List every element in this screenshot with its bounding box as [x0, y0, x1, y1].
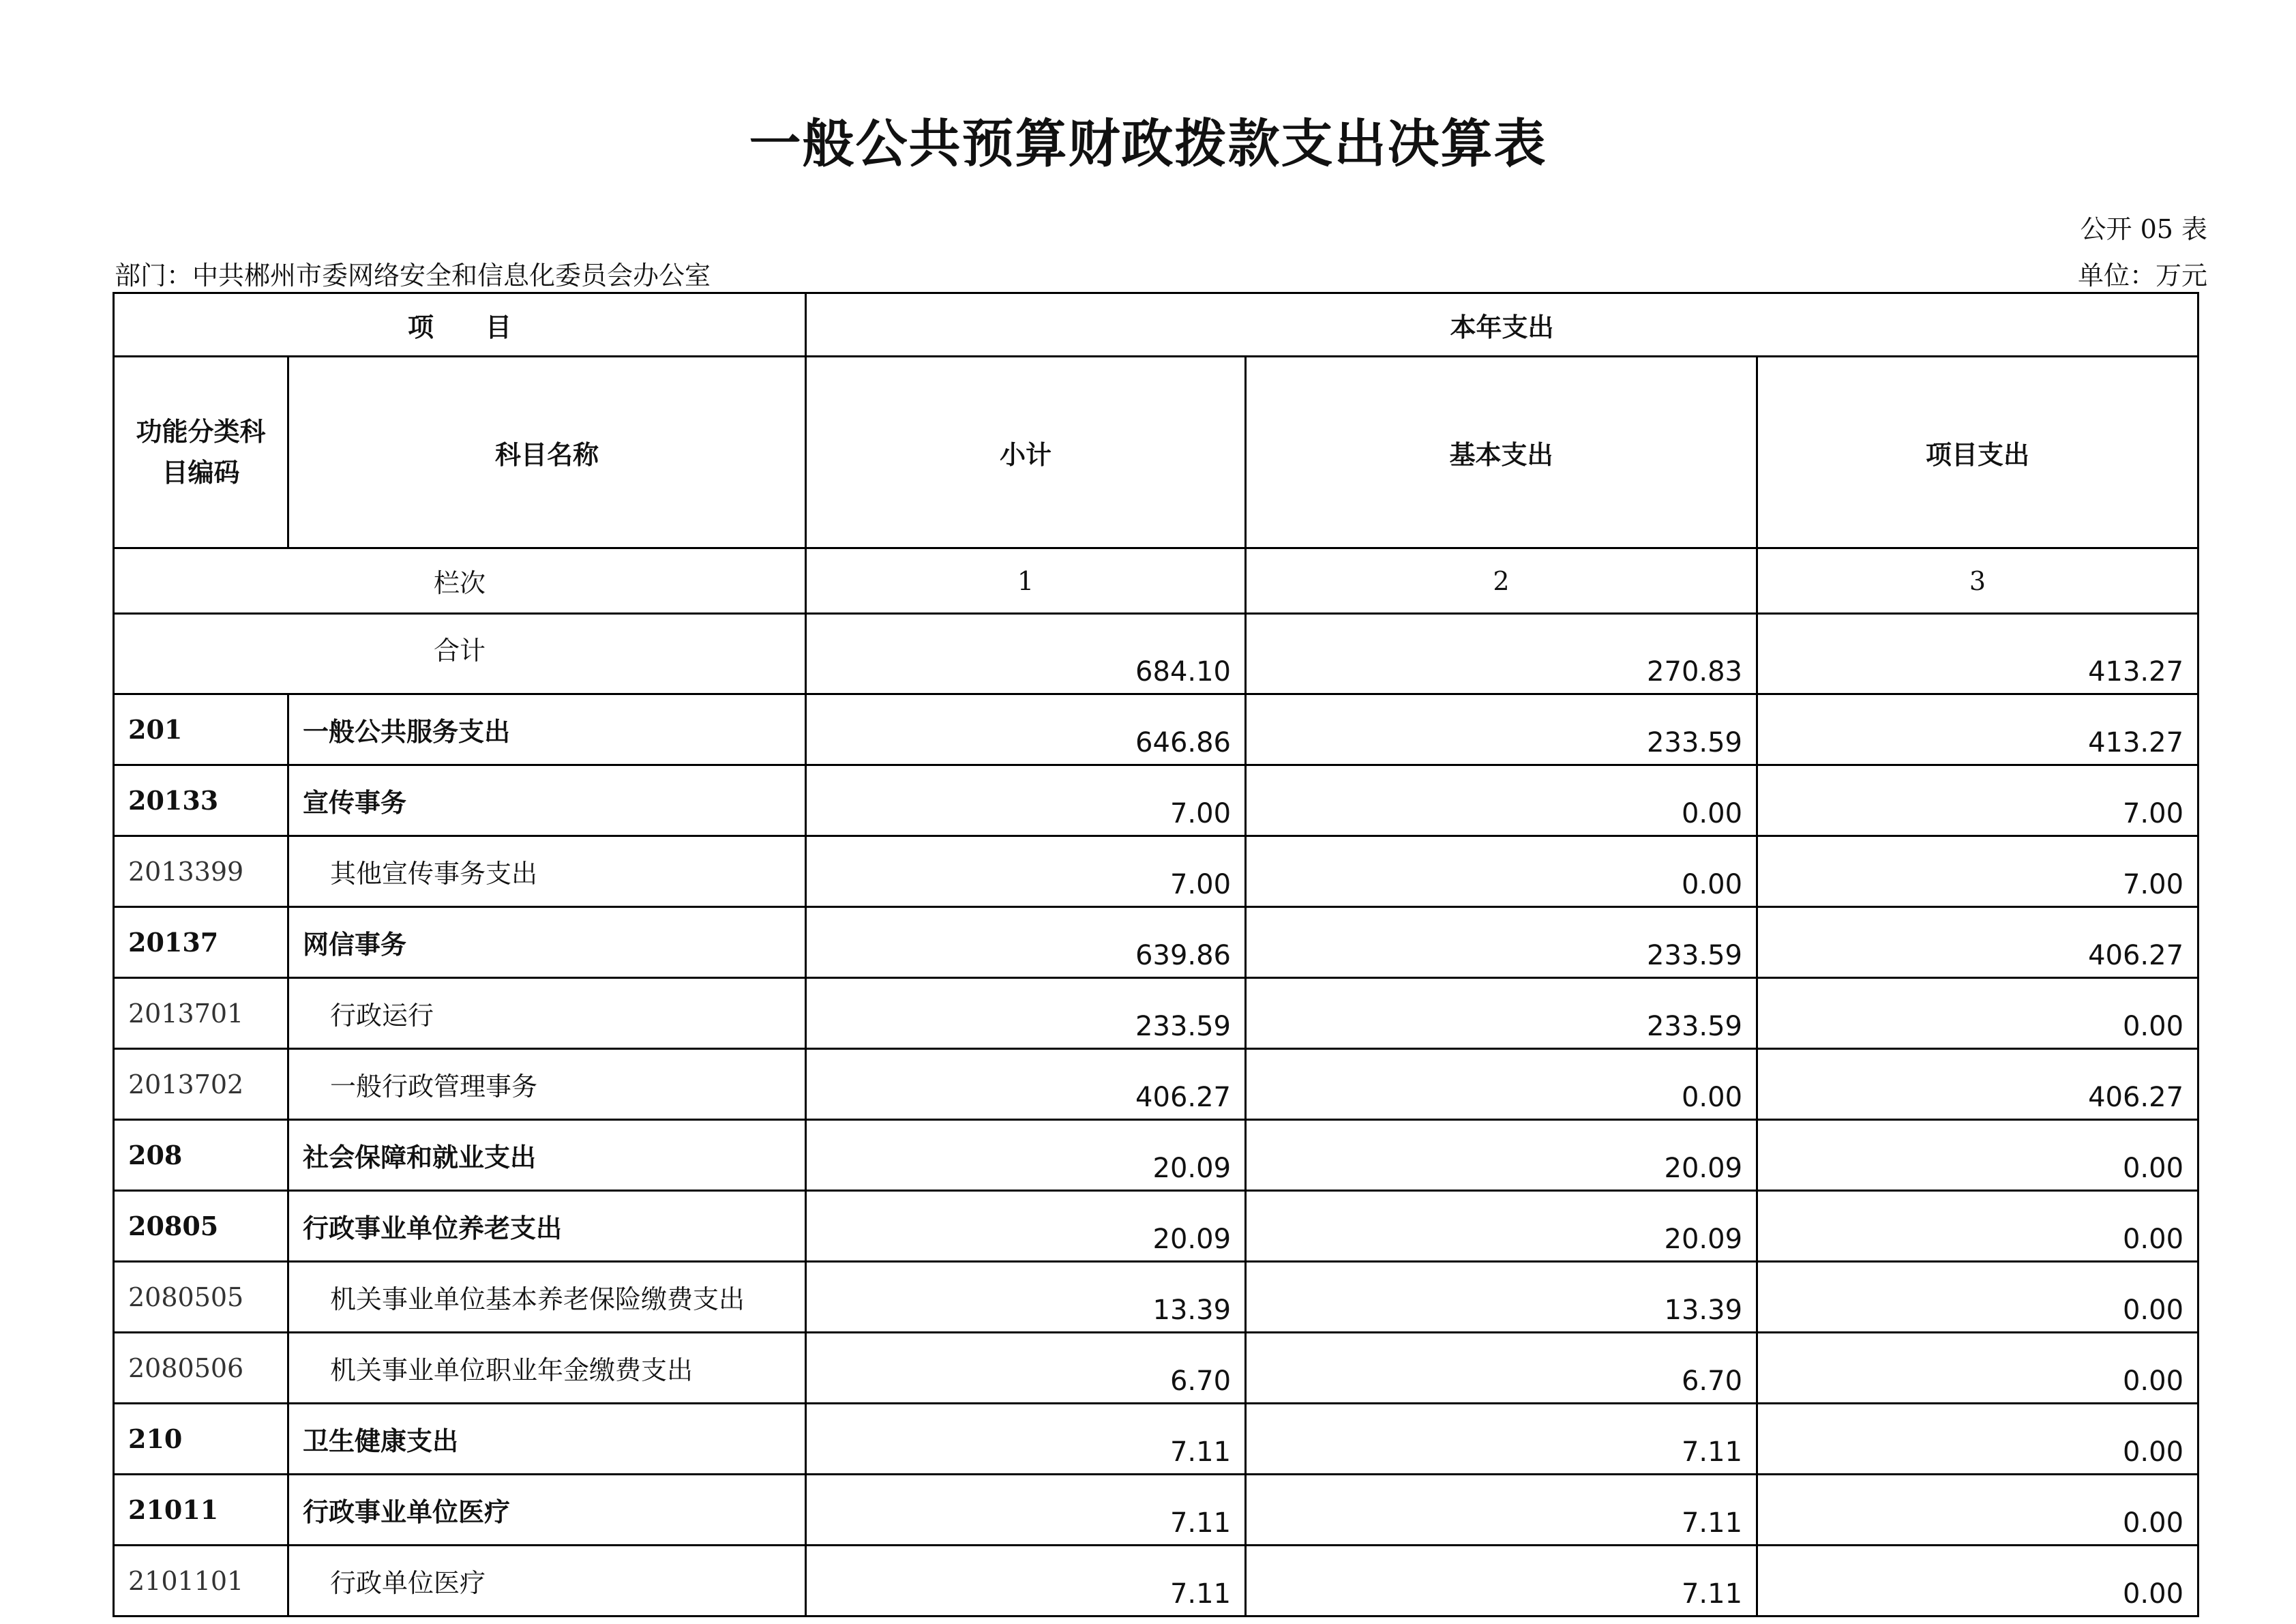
row-subtotal: 639.86: [806, 907, 1246, 978]
row-subtotal: 6.70: [806, 1333, 1246, 1404]
row-project: 0.00: [1757, 1191, 2198, 1262]
row-basic: 7.11: [1246, 1475, 1757, 1546]
total-basic: 270.83: [1246, 614, 1757, 694]
row-project: 0.00: [1757, 1546, 2198, 1616]
header-subject-name: 科目名称: [288, 357, 806, 548]
row-subtotal: 406.27: [806, 1049, 1246, 1120]
row-subtotal: 7.00: [806, 765, 1246, 836]
row-basic: 20.09: [1246, 1120, 1757, 1191]
table-row: [114, 1333, 2198, 1404]
row-subject-name: 一般行政管理事务: [288, 1049, 806, 1120]
row-subject-name: 网信事务: [288, 907, 806, 978]
row-subtotal: 7.11: [806, 1475, 1246, 1546]
header-basic: 基本支出: [1246, 357, 1757, 548]
row-code: 20137: [114, 907, 288, 978]
unit-label: 单位：万元: [2077, 261, 2207, 291]
form-code: 公开 05 表: [2080, 214, 2207, 244]
row-subtotal: 7.11: [806, 1404, 1246, 1475]
row-code: 2080505: [114, 1262, 288, 1333]
table-row: [114, 836, 2198, 907]
column-index-3: 3: [1757, 548, 2198, 614]
row-basic: 233.59: [1246, 694, 1757, 765]
row-basic: 7.11: [1246, 1546, 1757, 1616]
table-row: [114, 1191, 2198, 1262]
row-code: 210: [114, 1404, 288, 1475]
expenditure-table: [113, 292, 2199, 1617]
row-subject-name: 行政事业单位养老支出: [288, 1191, 806, 1262]
row-subject-name: 机关事业单位职业年金缴费支出: [288, 1333, 806, 1404]
table-row: [114, 1546, 2198, 1616]
row-project: 0.00: [1757, 1404, 2198, 1475]
header-row-2: [114, 357, 2198, 548]
column-index-1: 1: [806, 548, 1246, 614]
row-code: 2013399: [114, 836, 288, 907]
table-row: [114, 1475, 2198, 1546]
row-subtotal: 20.09: [806, 1120, 1246, 1191]
column-index-row: [114, 548, 2198, 614]
row-subject-name: 社会保障和就业支出: [288, 1120, 806, 1191]
row-subject-name: 一般公共服务支出: [288, 694, 806, 765]
row-project: 413.27: [1757, 694, 2198, 765]
row-subject-name: 其他宣传事务支出: [288, 836, 806, 907]
row-project: 7.00: [1757, 836, 2198, 907]
row-project: 0.00: [1757, 978, 2198, 1049]
table-row: [114, 1120, 2198, 1191]
row-basic: 233.59: [1246, 978, 1757, 1049]
table-row: [114, 1049, 2198, 1120]
row-subject-name: 行政运行: [288, 978, 806, 1049]
header-func-code: 功能分类科目编码: [114, 357, 288, 548]
row-code: 208: [114, 1120, 288, 1191]
row-subtotal: 646.86: [806, 694, 1246, 765]
row-basic: 233.59: [1246, 907, 1757, 978]
table-row: [114, 1262, 2198, 1333]
row-code: 21011: [114, 1475, 288, 1546]
header-row-1: [114, 293, 2198, 357]
row-basic: 0.00: [1246, 765, 1757, 836]
header-project-expenditure: 项目支出: [1757, 357, 2198, 548]
row-subtotal: 7.00: [806, 836, 1246, 907]
table-row: [114, 694, 2198, 765]
row-subject-name: 卫生健康支出: [288, 1404, 806, 1475]
table-row: [114, 907, 2198, 978]
row-project: 406.27: [1757, 1049, 2198, 1120]
row-code: 2080506: [114, 1333, 288, 1404]
row-subtotal: 20.09: [806, 1191, 1246, 1262]
row-subject-name: 行政事业单位医疗: [288, 1475, 806, 1546]
row-basic: 13.39: [1246, 1262, 1757, 1333]
row-basic: 0.00: [1246, 836, 1757, 907]
total-project: 413.27: [1757, 614, 2198, 694]
total-label: 合计: [114, 614, 806, 694]
row-project: 0.00: [1757, 1475, 2198, 1546]
row-subject-name: 宣传事务: [288, 765, 806, 836]
table-row: [114, 978, 2198, 1049]
row-project: 0.00: [1757, 1120, 2198, 1191]
column-index-label: 栏次: [114, 548, 806, 614]
row-subtotal: 233.59: [806, 978, 1246, 1049]
table-row: [114, 765, 2198, 836]
row-code: 201: [114, 694, 288, 765]
column-index-2: 2: [1246, 548, 1757, 614]
row-code: 2013702: [114, 1049, 288, 1120]
header-current-year: 本年支出: [806, 293, 2198, 357]
department-label: 部门：中共郴州市委网络安全和信息化委员会办公室: [115, 261, 711, 291]
row-project: 406.27: [1757, 907, 2198, 978]
row-subtotal: 7.11: [806, 1546, 1246, 1616]
row-code: 20805: [114, 1191, 288, 1262]
table-row: [114, 1404, 2198, 1475]
page-title: 一般公共预算财政拨款支出决算表: [749, 113, 1547, 174]
row-code: 2013701: [114, 978, 288, 1049]
row-basic: 7.11: [1246, 1404, 1757, 1475]
row-basic: 0.00: [1246, 1049, 1757, 1120]
total-row: [114, 614, 2198, 694]
row-project: 7.00: [1757, 765, 2198, 836]
row-code: 2101101: [114, 1546, 288, 1616]
row-code: 20133: [114, 765, 288, 836]
row-basic: 6.70: [1246, 1333, 1757, 1404]
row-project: 0.00: [1757, 1333, 2198, 1404]
row-subject-name: 机关事业单位基本养老保险缴费支出: [288, 1262, 806, 1333]
header-project: 项 目: [114, 293, 806, 357]
row-basic: 20.09: [1246, 1191, 1757, 1262]
row-project: 0.00: [1757, 1262, 2198, 1333]
row-subtotal: 13.39: [806, 1262, 1246, 1333]
header-subtotal: 小计: [806, 357, 1246, 548]
row-subject-name: 行政单位医疗: [288, 1546, 806, 1616]
total-subtotal: 684.10: [806, 614, 1246, 694]
